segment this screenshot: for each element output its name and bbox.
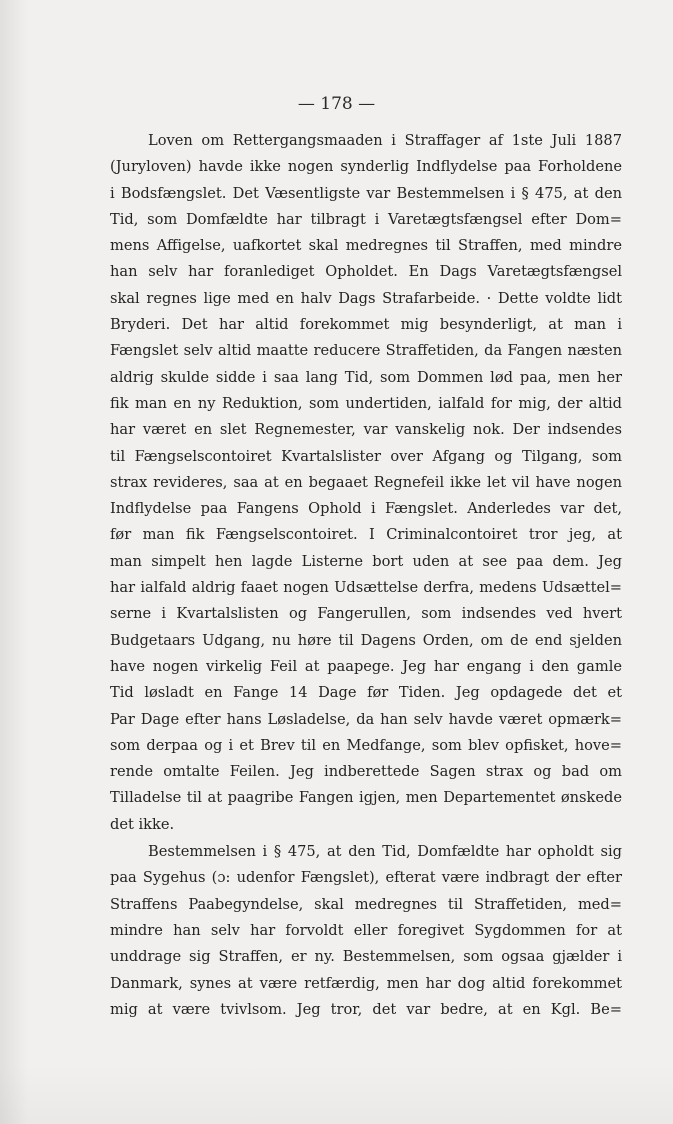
text-line: mens Affigelse, uafkortet skal medregnes til Straffen, med mindre bbox=[110, 237, 622, 255]
text-line: Bryderi. Det har altid forekommet mig besynderligt, at man i bbox=[110, 316, 622, 334]
text-line: unddrage sig Straffen, er ny. Bestemmelsen, som ogsaa gjælder i bbox=[110, 948, 622, 966]
text-line: Straffens Paabegyndelse, skal medregnes til Straffetiden, med= bbox=[110, 895, 622, 913]
paragraph-2 bbox=[110, 839, 622, 1023]
text-line: skal regnes lige med en halv Dags Strafarbeide. · Dette voldte lidt bbox=[110, 289, 622, 307]
text-line: har ialfald aldrig faaet nogen Udsættelse derfra, medens Udsættel= bbox=[110, 579, 622, 597]
text-line: Tilladelse til at paagribe Fangen igjen, men Departementet ønskede bbox=[110, 789, 622, 807]
text-line: rende omtalte Feilen. Jeg indberettede Sagen strax og bad om bbox=[110, 763, 622, 781]
text-line: aldrig skulde sidde i saa lang Tid, som Dommen lød paa, men her bbox=[110, 368, 622, 386]
text-line: mig at være tvivlsom. Jeg tror, det var bedre, at en Kgl. Be= bbox=[110, 1000, 622, 1018]
text-line: Indflydelse paa Fangens Ophold i Fængslet. Anderledes var det, bbox=[110, 500, 622, 518]
text-line: mindre han selv har forvoldt eller foregivet Sygdommen for at bbox=[110, 921, 622, 939]
text-line: serne i Kvartalslisten og Fangerullen, som indsendes ved hvert bbox=[110, 605, 622, 623]
text-line: Bestemmelsen i § 475, at den Tid, Domfældte har opholdt sig bbox=[148, 843, 622, 861]
text-line: i Bodsfængslet. Det Væsentligste var Bestemmelsen i § 475, at den bbox=[110, 184, 622, 202]
text-line: paa Sygehus (ɔ: udenfor Fængslet), efterat være indbragt der efter bbox=[110, 869, 622, 887]
text-line: Par Dage efter hans Løsladelse, da han selv havde været opmærk= bbox=[110, 710, 622, 728]
text-line: han selv har foranlediget Opholdet. En Dags Varetægtsfængsel bbox=[110, 263, 622, 281]
body-text bbox=[110, 128, 622, 1023]
text-line: (Juryloven) havde ikke nogen synderlig Indflydelse paa Forholdene bbox=[110, 158, 622, 176]
text-line: som derpaa og i et Brev til en Medfange, som blev opfisket, hove= bbox=[110, 736, 622, 754]
text-line: før man fik Fængselscontoiret. I Criminalcontoiret tror jeg, at bbox=[110, 526, 622, 544]
text-line: Danmark, synes at være retfærdig, men har dog altid forekommet bbox=[110, 974, 622, 992]
text-line: har været en slet Regnemester, var vanskelig nok. Der indsendes bbox=[110, 421, 622, 439]
text-line: Tid, som Domfældte har tilbragt i Varetægtsfængsel efter Dom= bbox=[110, 210, 622, 228]
text-line: Tid løsladt en Fange 14 Dage før Tiden. Jeg opdagede det et bbox=[110, 684, 622, 702]
text-line: man simpelt hen lagde Listerne bort uden at see paa dem. Jeg bbox=[110, 552, 622, 570]
text-line: det ikke. bbox=[110, 815, 175, 833]
text-line: Fængslet selv altid maatte reducere Straffetiden, da Fangen næsten bbox=[110, 342, 622, 360]
text-line: til Fængselscontoiret Kvartalslister over Afgang og Tilgang, som bbox=[110, 447, 622, 465]
text-line: fik man en ny Reduktion, som undertiden, ialfald for mig, der altid bbox=[110, 394, 622, 412]
page-number: — 178 — bbox=[297, 94, 376, 114]
text-line: have nogen virkelig Feil at paapege. Jeg har engang i den gamle bbox=[110, 657, 622, 675]
text-line: Loven om Rettergangsmaaden i Straffager af 1ste Juli 1887 bbox=[148, 132, 622, 149]
paragraph-1 bbox=[110, 128, 622, 838]
text-line: strax revideres, saa at en begaaet Regnefeil ikke let vil have nogen bbox=[110, 473, 622, 491]
text-line: Budgetaars Udgang, nu høre til Dagens Orden, om de end sjelden bbox=[110, 631, 622, 649]
